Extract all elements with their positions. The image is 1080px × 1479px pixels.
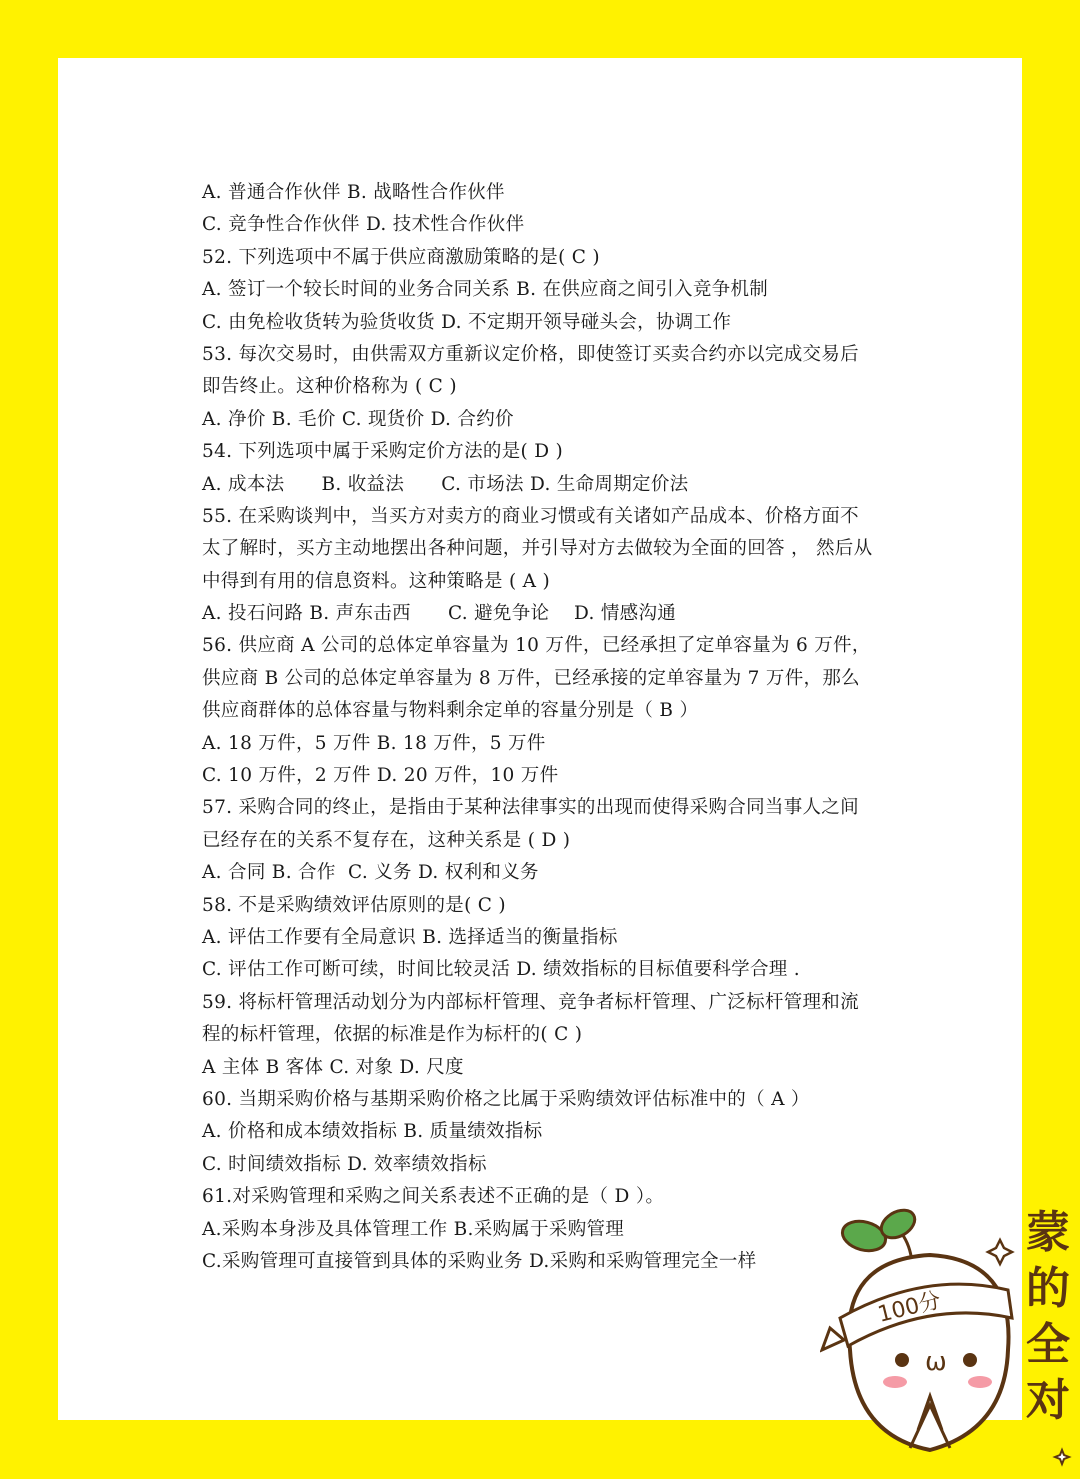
mouth-text: ω xyxy=(925,1347,947,1377)
text-line: 中得到有用的信息资料。这种策略是 ( A ) xyxy=(202,570,551,592)
text-line: 52. 下列选项中不属于供应商激励策略的是( C ) xyxy=(202,246,600,268)
text-line: C.采购管理可直接管到具体的采购业务 D.采购和采购管理完全一样 xyxy=(202,1250,757,1272)
blush-left-icon xyxy=(883,1376,907,1388)
sparkle-small-icon xyxy=(1055,1450,1069,1464)
text-line: A.采购本身涉及具体管理工作 B.采购属于采购管理 xyxy=(202,1218,625,1240)
text-line: A. 签订一个较长时间的业务合同关系 B. 在供应商之间引入竞争机制 xyxy=(202,279,769,301)
text-line: A. 合同 B. 合作 C. 义务 D. 权利和义务 xyxy=(202,862,539,884)
text-line: A. 评估工作要有全局意识 B. 选择适当的衡量指标 xyxy=(202,926,618,948)
sparkle-icon xyxy=(988,1240,1012,1264)
text-line: C. 10 万件，2 万件 D. 20 万件，10 万件 xyxy=(202,765,559,787)
text-line: 程的标杆管理，依据的标准是作为标杆的( C ) xyxy=(202,1024,583,1046)
slogan xyxy=(1026,1205,1070,1429)
text-line: C. 时间绩效指标 D. 效率绩效指标 xyxy=(202,1153,487,1175)
text-line: 太了解时，买方主动地摆出各种问题，并引导对方去做较为全面的回答 ， 然后从 xyxy=(202,538,873,560)
text-line: 59. 将标杆管理活动划分为内部标杆管理、竞争者标杆管理、广泛标杆管理和流 xyxy=(202,991,859,1013)
text-line: 即告终止。这种价格称为 ( C ) xyxy=(202,376,457,398)
slogan-char: 对 xyxy=(1026,1375,1070,1426)
text-line: A. 18 万件，5 万件 B. 18 万件，5 万件 xyxy=(202,732,546,754)
text-line: 55. 在采购谈判中，当买方对卖方的商业习惯或有关诸如产品成本、价格方面不 xyxy=(202,505,859,527)
slogan-char: 的 xyxy=(1026,1263,1070,1314)
slogan-char: 全 xyxy=(1026,1319,1070,1370)
slogan-char: 蒙 xyxy=(1026,1207,1070,1258)
text-line: A. 价格和成本绩效指标 B. 质量绩效指标 xyxy=(202,1121,543,1143)
text-line: A. 普通合作伙伴 B. 战略性合作伙伴 xyxy=(202,182,505,203)
text-line: 53. 每次交易时，由供需双方重新议定价格，即使签订买卖合约亦以完成交易后 xyxy=(202,343,859,365)
text-line: 供应商 B 公司的总体定单容量为 8 万件，已经承接的定单容量为 7 万件，那么 xyxy=(202,667,860,689)
text-line: 54. 下列选项中属于采购定价方法的是( D ) xyxy=(202,441,564,463)
text-line: 58. 不是采购绩效评估原则的是( C ) xyxy=(202,894,506,916)
text-line: C. 由免检收货转为验货收货 D. 不定期开领导碰头会，协调工作 xyxy=(202,311,732,333)
right-eye-icon xyxy=(963,1353,977,1367)
text-line: A. 净价 B. 毛价 C. 现货价 D. 合约价 xyxy=(202,408,514,430)
left-eye-icon xyxy=(895,1353,909,1367)
text-line: 57. 采购合同的终止，是指由于某种法律事实的出现而使得采购合同当事人之间 xyxy=(202,797,859,819)
blush-right-icon xyxy=(968,1376,992,1388)
text-line: 60. 当期采购价格与基期采购价格之比属于采购绩效评估标准中的（ A ） xyxy=(202,1088,810,1110)
question-list xyxy=(202,177,892,1278)
text-line: C. 评估工作可断可续，时间比较灵活 D. 绩效指标的目标值要科学合理 . xyxy=(202,959,800,981)
text-line: C. 竞争性合作伙伴 D. 技术性合作伙伴 xyxy=(202,214,525,236)
text-line: 供应商群体的总体容量与物料剩余定单的容量分别是（ B ） xyxy=(202,700,699,722)
text-line: 已经存在的关系不复存在，这种关系是 ( D ) xyxy=(202,829,571,851)
text-line: A. 成本法 B. 收益法 C. 市场法 D. 生命周期定价法 xyxy=(202,473,689,495)
headband-text: 100分 xyxy=(875,1288,944,1328)
text-line: 56. 供应商 A 公司的总体定单容量为 10 万件，已经承担了定单容量为 6 万件， xyxy=(202,635,871,657)
headband-tail xyxy=(822,1328,844,1350)
text-line: 61.对采购管理和采购之间关系表述不正确的是（ D ）。 xyxy=(202,1186,665,1208)
text-line: A. 投石问路 B. 声东击西 C. 避免争论 D. 情感沟通 xyxy=(202,603,677,625)
text-line: A 主体 B 客体 C. 对象 D. 尺度 xyxy=(202,1056,464,1078)
